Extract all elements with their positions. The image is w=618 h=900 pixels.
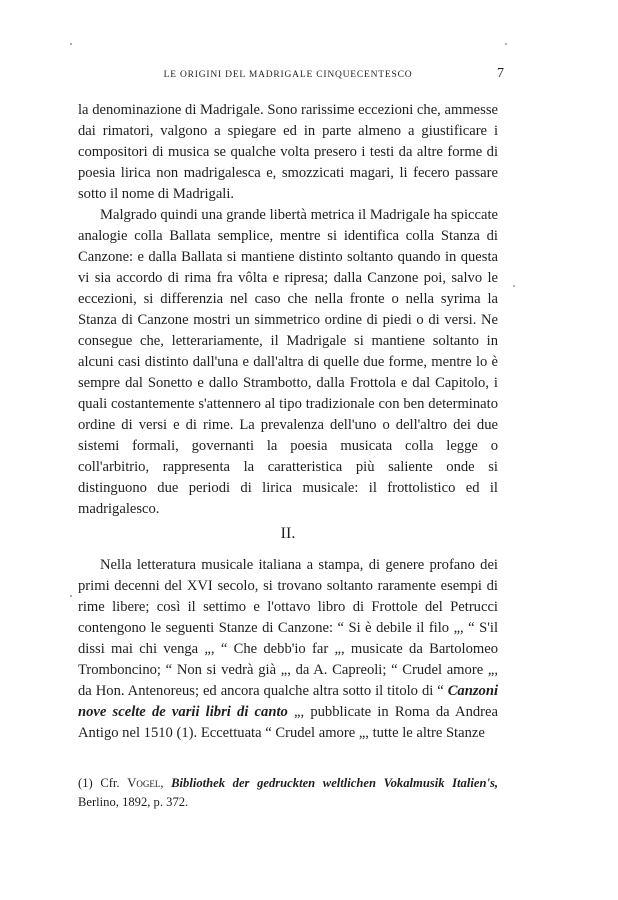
footnote-work-title: Bibliothek der gedruckten weltlichen Vokalmusik Italien's, — [171, 776, 498, 790]
paragraph-text: Nella letteratura musicale italiana a stampa, di genere profano dei primi decenni del XVI secolo, si trovano soltanto raramente esempi di rime libere; così il settimo e l'ottavo libro di Frottole del Petrucci contengono le seguenti Stanze di Canzone: “ Si è debile il filo „, “ S'il dissi mai chi venga „, “ Che debb'io far „, musicate da Bartolomeo Tromboncino; “ Non si vedrà già „, da A. Capreoli; “ Crudel amore „, da Hon. Antenoreus; ed ancora qualche altra sotto il titolo di “ — [78, 557, 498, 699]
running-head: LE ORIGINI DEL MADRIGALE CINQUECENTESCO — [163, 70, 413, 80]
footnote-author: Vogel, — [127, 776, 164, 790]
collection-title: Canzoni nove scelte de varii libri di canto — [78, 683, 498, 720]
section-heading: II. — [280, 525, 296, 542]
footnote-citation: Berlino, 1892, p. 372. — [78, 795, 189, 809]
footnote — [78, 774, 498, 812]
section-2-body — [78, 555, 498, 744]
paragraph-text-continued: „, pubblicate in Roma da Andrea Antigo nel 1510 (1). Eccettuata “ Crudel amore „, tutte le altre Stanze — [78, 704, 498, 741]
section-1-body — [78, 100, 498, 520]
page-header — [78, 66, 504, 86]
footnote-marker: (1) Cfr. — [78, 776, 120, 790]
paragraph: Malgrado quindi una grande libertà metrica il Madrigale ha spiccate analogie colla Ballata semplice, mentre si identifica colla Stanza di Canzone: e dalla Ballata si mantiene distinto soltanto quando in questa vi sia accordo di rima fra vôlta e ripresa; dalla Canzone poi, salvo le eccezioni, si differenzia nel caso che nella fronte o nella syrima la Stanza di Canzone mostri un simmetrico ordine di piedi o di versi. Ne consegue che, letterariamente, il Madrigale si mantiene soltanto in alcuni casi distinto dall'una e dall'altra di quelle due forme, mentre lo è sempre dal Sonetto e dallo Strambotto, dalla Frottola e dal Capitolo, i quali costantemente s'attennero al tipo tradizionale con ben determinato ordine di versi e di rime. La prevalenza dell'uno o dell'altro dei due sistemi formali, governanti la poesia musicata colla legge o coll'arbitrio, rappresenta la caratteristica più saliente onde si distinguono due periodi di lirica musicale: il frottolistico ed il madrigalesco. — [78, 207, 498, 517]
paragraph — [78, 555, 498, 744]
page-number: 7 — [497, 66, 504, 81]
paragraph: la denominazione di Madrigale. Sono rarissime eccezioni che, ammesse dai rimatori, valgono a spiegare ed in parte almeno a giustificare i compositori di musica se qualche volta presero i testi da altre forme di poesia lirica non madrigalesca e, smozzicati magari, li fecero passare sotto il nome di Madrigali. — [78, 102, 498, 202]
